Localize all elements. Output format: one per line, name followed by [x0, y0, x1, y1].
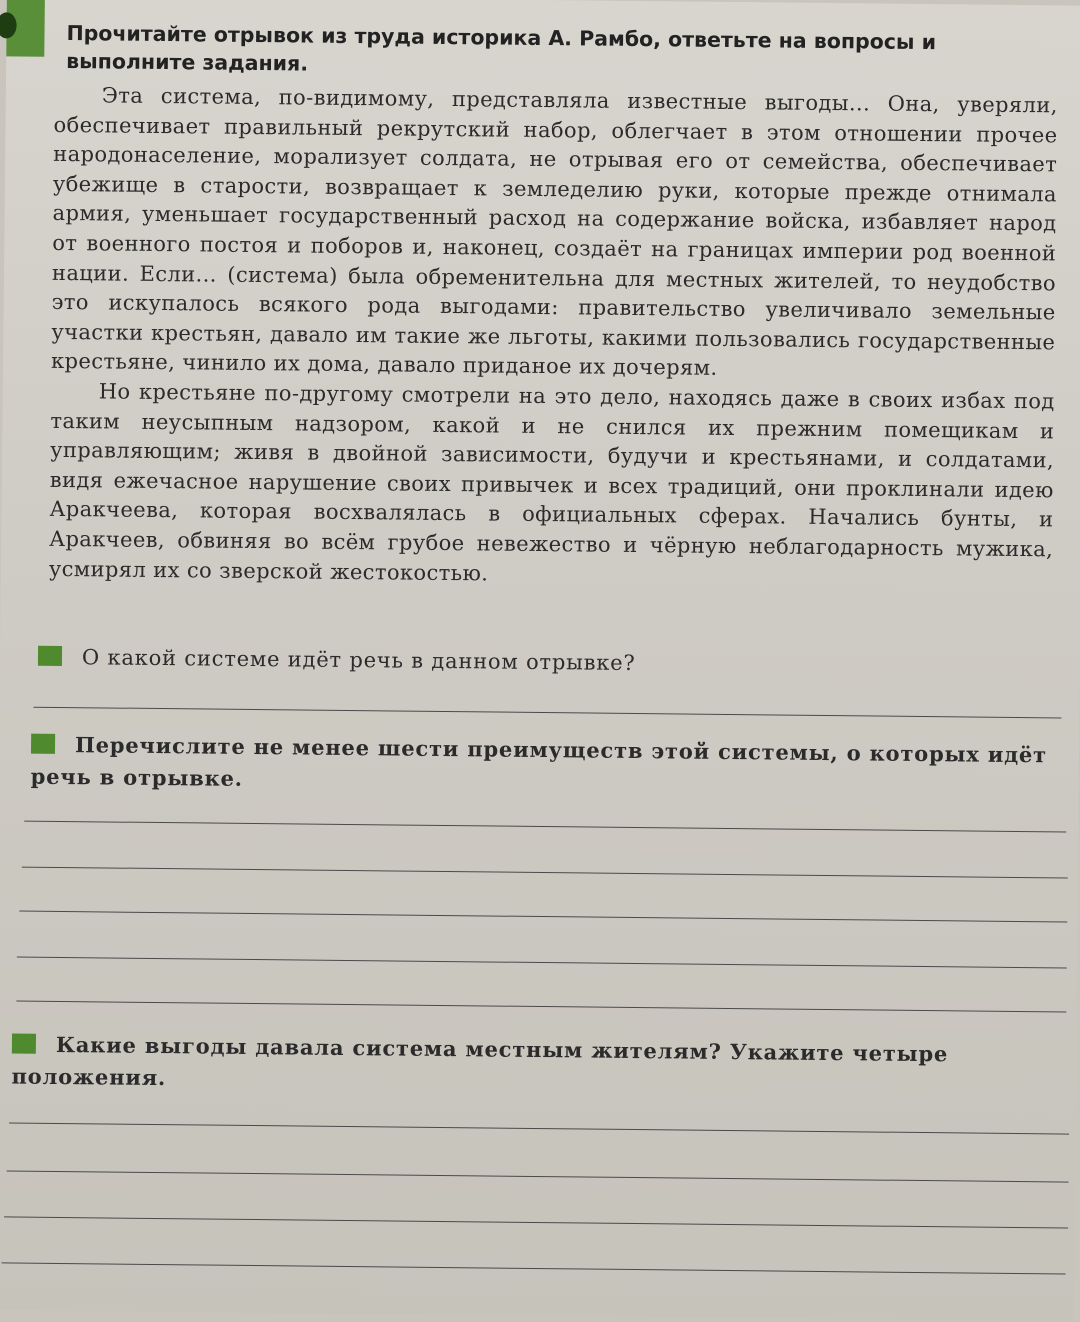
question-1-text: О какой системе идёт речь в данном отрывке?	[81, 645, 636, 675]
question-2-text: Перечислите не менее шести преимуществ этой системы, о которых идёт речь в отрывке.	[30, 732, 1048, 791]
answer-line[interactable]	[9, 1122, 1069, 1134]
question-marker-icon	[31, 734, 55, 754]
question-3-text: Какие выгоды давала система местным жителям? Укажите четыре положения.	[11, 1031, 949, 1091]
answer-line[interactable]	[16, 1001, 1066, 1013]
answer-line[interactable]	[4, 1216, 1068, 1228]
answer-line[interactable]	[2, 1262, 1066, 1274]
task-instruction: Прочитайте отрывок из труда историка А. Рамбо, ответьте на вопросы и выполните задания.	[66, 21, 937, 76]
question-1	[38, 641, 1078, 684]
section-tab	[6, 0, 45, 57]
answer-line[interactable]	[7, 1170, 1069, 1182]
question-3	[11, 1028, 1066, 1103]
answer-line[interactable]	[19, 911, 1067, 923]
historian-passage	[49, 81, 1058, 595]
passage-paragraph-1: Эта система, по-видимому, представляла известные выгоды... Она, уверяли, обеспечивает правильный рекрутский набор, облегчает в этом отношении прочее народонаселение, морализует солдата, не отрывая его от семейства, обеспечивает убежище в старости, возвращает к земледелию руки, которые прежде отнимала армия, уменьшает государственный расход на содержание войска, избавляет народ от военного постоя и поборов и, наконец, создаёт на границах империи род военной нации. Если... (система) была обременительна для местных жителей, то неудобство это искупалось всякого рода выгодами: правительство увеличивало земельные участки крестьян, давало им такие же льготы, какими пользовались государственные крестьяне, чинило их дома, давало приданое их дочерям.	[50, 83, 1058, 381]
passage-paragraph-2: Но крестьяне по-другому смотрели на это дело, находясь даже в своих избах под таким неусыпным надзором, какой и не снился их прежним помещикам и управляющим; живя в двойной зависимости, будучи и крестьянами, и солдатами, видя ежечасное нарушение своих привычек и всех традиций, они проклинали идею Аракчеева, которая восхвалялась в официальных сферах. Начались бунты, и Аракчеев, обвиняя во всём грубое невежество и чёрную неблагодарность мужика, усмирял их со зверской жестокостью.	[48, 379, 1055, 585]
question-marker-icon	[38, 646, 62, 666]
answer-line[interactable]	[17, 957, 1067, 969]
question-marker-icon	[12, 1033, 36, 1053]
question-2	[31, 729, 1068, 804]
answer-line[interactable]	[33, 707, 1061, 719]
answer-line[interactable]	[24, 821, 1066, 833]
answer-line[interactable]	[22, 867, 1068, 879]
